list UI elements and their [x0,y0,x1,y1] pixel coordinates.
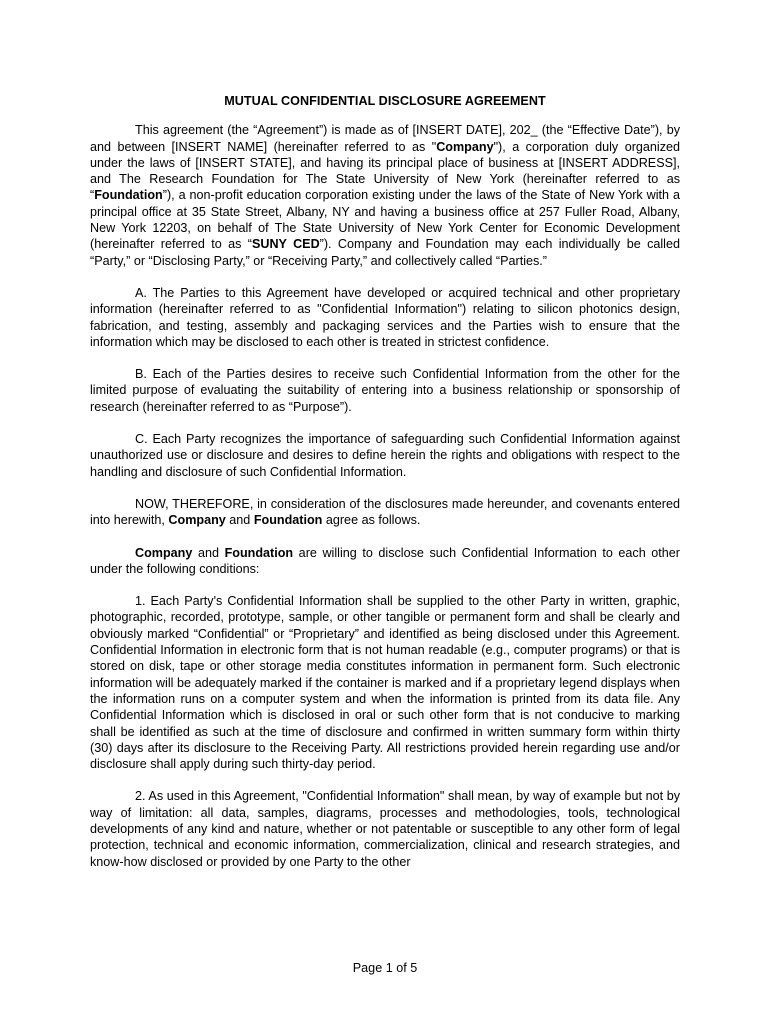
document-title: MUTUAL CONFIDENTIAL DISCLOSURE AGREEMENT [224,94,546,108]
recital-b: B. Each of the Parties desires to receive such Confidential Information from the other for the limited purpose of evaluating the suitability of entering into a business relationship or sponsorship of research (hereinafter referred to as “Purpose”). [90,367,680,414]
intro-paragraph: This agreement (the “Agreement”) is made as of [INSERT DATE], 202_ (the “Effective Date”), by and between [INSERT NAME] (hereinafter referred to as "Company"), a corporation duly organized under the laws of [INSERT STATE], and having its principal place of business at [INSERT ADDRESS], and The Research Foundation for The State University of New York (hereinafter referred to as “Foundation”), a non-profit education corporation existing under the laws of the State of New York with a principal office at 35 State Street, Albany, NY and having a business office at 257 Fuller Road, Albany, New York 12203, on behalf of The State University of New York Center for Economic Development (hereinafter referred to as “SUNY CED”). Company and Foundation may each individually be called “Party,” or “Disclosing Party,” or “Receiving Party,” and collectively called “Parties.” [90,123,681,268]
page-number: Page 1 of 5 [352,961,418,975]
recital-c: C. Each Party recognizes the importance of safeguarding such Confidential Information against unauthorized use or disclosure and desires to define herein the rights and obligations with respect to the handling and disclosure of such Confidential Information. [90,432,680,479]
document-body [90,93,680,870]
willing-paragraph: Company and Foundation are willing to disclose such Confidential Information to each other under the following conditions: [90,545,680,576]
clause-2: 2. As used in this Agreement, "Confidential Information" shall mean, by way of example but not by way of limitation: all data, samples, diagrams, processes and methodologies, tools, technological developments of any kind and nature, whether or not patentable or susceptible to any other form of legal protection, technical and economic information, commercialization, clinical and research strategies, and know-how disclosed or provided by one Party to the other [90,789,680,869]
recital-a: A. The Parties to this Agreement have developed or acquired technical and other proprietary information (hereinafter referred to as "Confidential Information") relating to silicon photonics design, fabrication, and testing, assembly and packaging services and the Parties wish to ensure that the information which may be disclosed to each other is treated in strictest confidence. [90,285,680,349]
now-therefore-paragraph: NOW, THEREFORE, in consideration of the disclosures made hereunder, and covenants entered into herewith, Company and Foundation agree as follows. [90,496,680,528]
clause-1: 1. Each Party's Confidential Information shall be supplied to the other Party in written, graphic, photographic, recorded, prototype, sample, or other tangible or permanent form and shall be clearly and obviously marked “Confidential” or “Proprietary” and identified as being disclosed under this Agreement. Confidential Information in electronic form that is not human readable (e.g., computer programs) or that is stored on disk, tape or other storage media constitutes information in permanent form. Such electronic information will be adequately marked if the container is marked and if a proprietary legend displays when the information runs on a computer system and when the information is printed from its data file. Any Confidential Information which is disclosed in oral or such other form that is not conducive to marking shall be identified as such at the time of disclosure and confirmed in written summary form within thirty (30) days after its disclosure to the Receiving Party. All restrictions provided herein regarding use and/or disclosure shall apply during such thirty-day period. [90,594,680,772]
